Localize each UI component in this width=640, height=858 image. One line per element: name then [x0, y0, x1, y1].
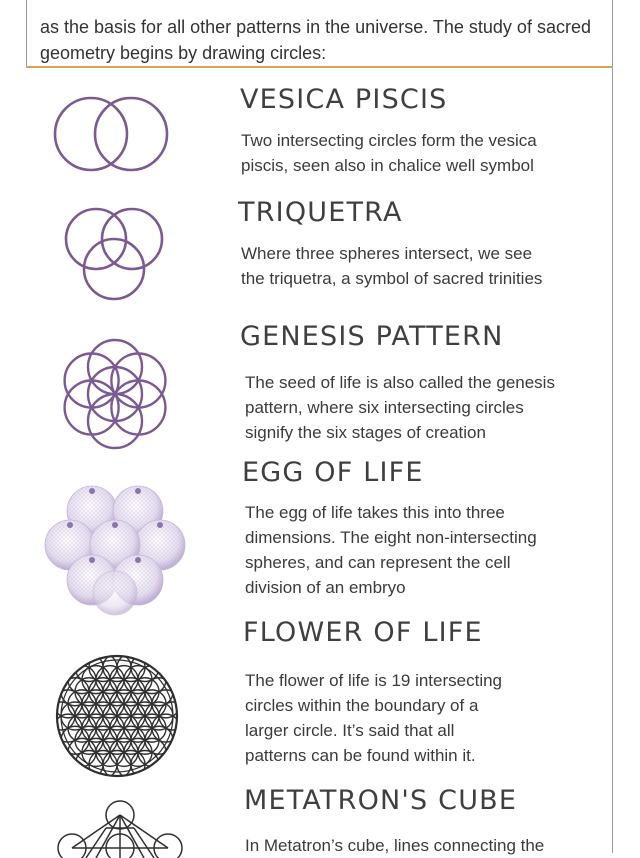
description-line: spheres, and can represent the cell [245, 553, 511, 572]
intro-line-cutoff [40, 0, 606, 14]
description-line: signify the six stages of creation [245, 423, 486, 442]
intro-line: geometry begins by drawing circles: [40, 43, 327, 63]
section-title: FLOWER OF LIFE [243, 617, 483, 648]
description-line: The seed of life is also called the genesis [245, 373, 555, 392]
metatrons-cube-icon [46, 798, 186, 858]
description-line: The egg of life takes this into three [245, 503, 505, 522]
description-line: dimensions. The eight non-intersecting [245, 528, 537, 547]
section-description [245, 833, 544, 858]
section-title: METATRON'S CUBE [244, 785, 518, 816]
section-divider [26, 66, 613, 68]
description-line: Where three spheres intersect, we see [241, 244, 533, 263]
description-line: In Metatron’s cube, lines connecting the [245, 836, 545, 855]
section-description [245, 668, 502, 768]
triquetra-icon [62, 203, 167, 303]
vesica-piscis-icon [50, 92, 175, 177]
section-description [245, 370, 555, 445]
description-line: circles within the boundary of a [245, 696, 479, 715]
egg-of-life-icon [40, 483, 190, 613]
description-line: piscis, seen also in chalice well symbol [241, 156, 534, 175]
section-title: GENESIS PATTERN [240, 321, 504, 352]
flower-of-life-icon [53, 652, 181, 780]
description-line: pattern, where six intersecting circles [245, 398, 524, 417]
description-line: the triquetra, a symbol of sacred trinities [241, 269, 543, 288]
section-description [241, 128, 537, 178]
intro-paragraph [40, 0, 606, 66]
description-line: division of an embryo [245, 578, 406, 597]
description-line: The flower of life is 19 intersecting [245, 671, 503, 690]
section-title: TRIQUETRA [238, 197, 403, 228]
frame-border-right [612, 0, 613, 853]
section-title: EGG OF LIFE [242, 457, 424, 488]
description-line: patterns can be found within it. [245, 746, 476, 765]
section-title: VESICA PISCIS [240, 84, 448, 115]
section-description [245, 500, 537, 600]
genesis-pattern-icon [60, 337, 170, 452]
frame-border-left [26, 0, 27, 68]
section-description [241, 241, 542, 291]
description-line: Two intersecting circles form the vesica [241, 131, 537, 150]
description-line: larger circle. It’s said that all [245, 721, 455, 740]
intro-line: as the basis for all other patterns in the universe. The study of sacred [40, 17, 591, 37]
